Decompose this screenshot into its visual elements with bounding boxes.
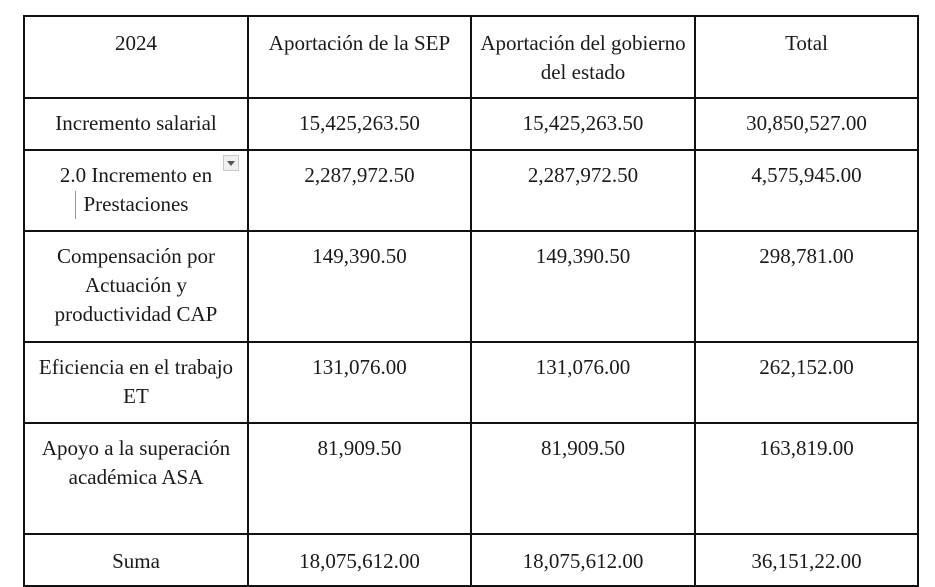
cell-total[interactable]: 36,151,22.00 [695,534,918,586]
table-row [24,423,918,534]
row-label[interactable]: Eficiencia en el trabajo ET [24,342,248,423]
table-row [24,150,918,231]
row-label[interactable]: Apoyo a la superación académica ASA [24,423,248,534]
budget-table [23,15,919,587]
header-total: Total [695,16,918,98]
cell-total[interactable]: 163,819.00 [695,423,918,534]
cell-estado[interactable]: 81,909.50 [471,423,695,534]
cell-sep[interactable]: 81,909.50 [248,423,471,534]
cell-sep[interactable]: 131,076.00 [248,342,471,423]
table-row [24,231,918,342]
cell-estado[interactable]: 18,075,612.00 [471,534,695,586]
table-row [24,98,918,150]
cell-total[interactable]: 30,850,527.00 [695,98,918,150]
cell-total[interactable]: 4,575,945.00 [695,150,918,231]
cell-total[interactable]: 298,781.00 [695,231,918,342]
table-header-row [24,16,918,98]
cell-sep[interactable]: 149,390.50 [248,231,471,342]
header-sep: Aportación de la SEP [248,16,471,98]
row-label[interactable]: Compensación por Actuación y productividad CAP [24,231,248,342]
cell-sep[interactable]: 18,075,612.00 [248,534,471,586]
cell-sep[interactable]: 15,425,263.50 [248,98,471,150]
row-label-cell[interactable] [24,150,248,231]
cell-estado[interactable]: 131,076.00 [471,342,695,423]
chevron-down-icon[interactable] [223,155,239,171]
text-cursor [75,191,76,219]
row-label: 2.0 Incremento en Prestaciones [59,163,213,216]
header-year: 2024 [24,16,248,98]
cell-estado[interactable]: 2,287,972.50 [471,150,695,231]
cell-estado[interactable]: 149,390.50 [471,231,695,342]
cell-estado[interactable]: 15,425,263.50 [471,98,695,150]
cell-sep[interactable]: 2,287,972.50 [248,150,471,231]
cell-total[interactable]: 262,152.00 [695,342,918,423]
row-label[interactable]: Incremento salarial [24,98,248,150]
table-row [24,342,918,423]
row-label[interactable]: Suma [24,534,248,586]
header-estado: Aportación del gobierno del estado [471,16,695,98]
table-row-sum [24,534,918,586]
